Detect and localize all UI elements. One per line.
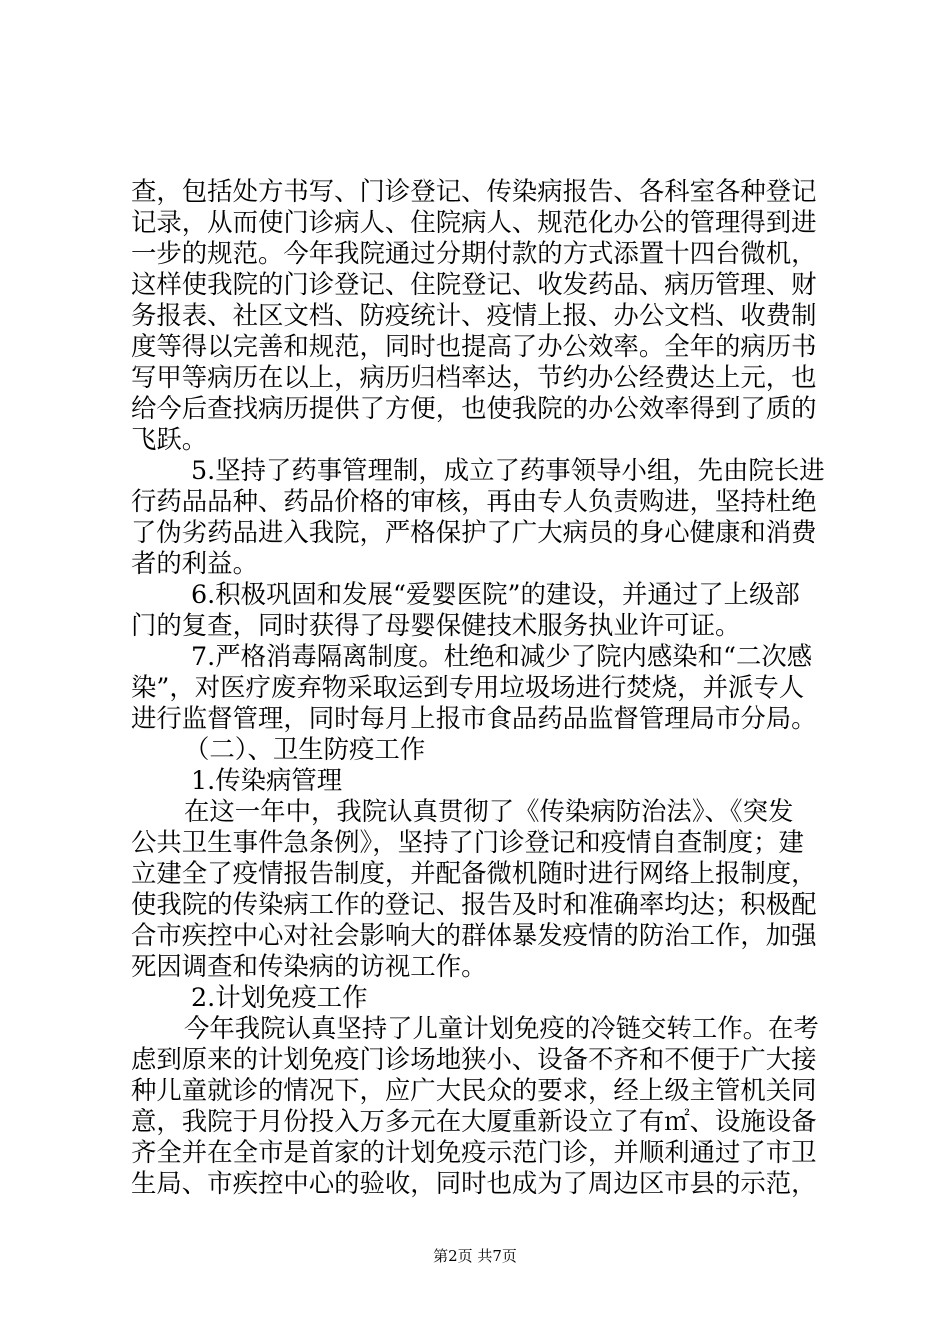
text-line: 行药品品种、药品价格的审核，再由专人负责购进，坚持杜绝 [131, 486, 817, 516]
text-line: 写甲等病历在以上，病历归档率达，节约办公经费达上元，也 [131, 362, 817, 392]
text-line: 染”，对医疗废弃物采取运到专用垃圾场进行焚烧，并派专人 [131, 672, 805, 702]
text-line: 生局、市疾控中心的验收，同时也成为了周边区市县的示范， [131, 1168, 817, 1198]
text-line: 进行监督管理，同时每月上报市食品药品监督管理局市分局。 [131, 703, 817, 733]
text-line: 公共卫生事件急条例》，坚持了门诊登记和疫情自查制度；建 [131, 827, 804, 857]
text-line: 虑到原来的计划免疫门诊场地狭小、设备不齐和不便于广大接 [131, 1044, 817, 1074]
subsection-heading: 2.计划免疫工作 [191, 982, 368, 1012]
text-line: 使我院的传染病工作的登记、报告及时和准确率均达；积极配 [131, 889, 817, 919]
text-line: 了伪劣药品进入我院，严格保护了广大病员的身心健康和消费 [131, 517, 817, 547]
text-line: 立建全了疫情报告制度，并配备微机随时进行网络上报制度， [131, 858, 817, 888]
text-line: 给今后查找病历提供了方便，也使我院的办公效率得到了质的 [131, 393, 817, 423]
text-line: 合市疾控中心对社会影响大的群体暴发疫情的防治工作，加强 [131, 920, 817, 950]
text-line: 者的利益。 [131, 548, 258, 578]
paragraph-start: 在这一年中，我院认真贯彻了《传染病防治法》、《突发 [184, 796, 794, 826]
text-line: 查，包括处方书写、门诊登记、传染病报告、各科室各种登记 [131, 176, 817, 206]
text-line: 这样使我院的门诊登记、住院登记、收发药品、病历管理、财 [131, 269, 817, 299]
subsection-heading: 1.传染病管理 [191, 765, 343, 795]
text-line: 务报表、社区文档、防疫统计、疫情上报、办公文档、收费制 [131, 300, 817, 330]
text-line: 一步的规范。今年我院通过分期付款的方式添置十四台微机， [131, 238, 817, 268]
text-line: 记录，从而使门诊病人、住院病人、规范化办公的管理得到进 [131, 207, 817, 237]
text-line: 齐全并在全市是首家的计划免疫示范门诊，并顺利通过了市卫 [131, 1137, 817, 1167]
paragraph-item-7: 7.严格消毒隔离制度。杜绝和减少了院内感染和“二次感 [191, 641, 813, 671]
paragraph-start: 今年我院认真坚持了儿童计划免疫的冷链交转工作。在考 [184, 1013, 819, 1043]
text-line: 死因调查和传染病的访视工作。 [131, 951, 487, 981]
paragraph-item-5: 5.坚持了药事管理制，成立了药事领导小组，先由院长进 [191, 455, 825, 485]
text-line: 意，我院于月份投入万多元在大厦重新设立了有㎡、设施设备 [131, 1106, 817, 1136]
document-body [131, 176, 831, 1199]
text-line: 种儿童就诊的情况下，应广大民众的要求，经上级主管机关同 [131, 1075, 817, 1105]
text-line: 飞跃。 [131, 424, 208, 454]
section-heading: （二）、卫生防疫工作 [184, 734, 426, 764]
paragraph-item-6: 6.积极巩固和发展“爱婴医院”的建设，并通过了上级部 [191, 579, 800, 609]
page-number-footer: 第2页 共7页 [433, 1247, 517, 1265]
text-line: 度等得以完善和规范，同时也提高了办公效率。全年的病历书 [131, 331, 817, 361]
text-line: 门的复查，同时获得了母婴保健技术服务执业许可证。 [131, 610, 741, 640]
